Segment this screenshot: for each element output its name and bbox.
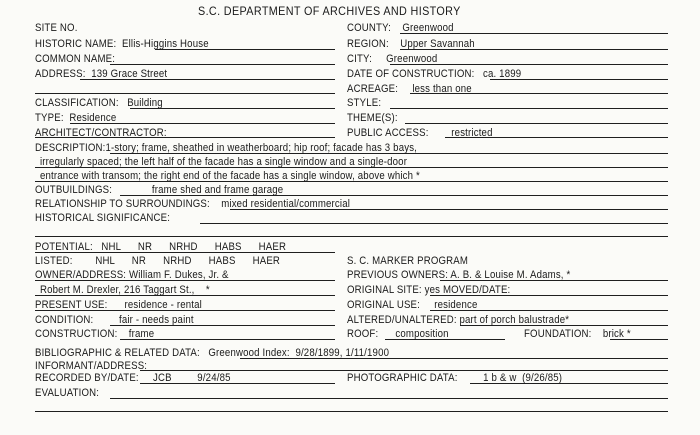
underline-foundation bbox=[610, 339, 668, 340]
common-name-field: COMMON NAME: bbox=[35, 53, 116, 65]
underline-historic-name bbox=[155, 49, 335, 50]
evaluation-field: EVALUATION: bbox=[35, 387, 100, 399]
underline-photographic bbox=[470, 383, 668, 384]
underline-original-site bbox=[430, 295, 668, 296]
construction-field: CONSTRUCTION: frame bbox=[35, 328, 155, 340]
type-field: TYPE: Residence bbox=[35, 112, 117, 124]
underline-description-3 bbox=[35, 181, 668, 182]
marker-program-label: S. C. MARKER PROGRAM bbox=[347, 255, 469, 267]
previous-owners-field: PREVIOUS OWNERS: A. B. & Louise M. Adams, * bbox=[347, 269, 571, 281]
underline-significance-1 bbox=[200, 223, 668, 224]
historical-significance-field: HISTORICAL SIGNIFICANCE: bbox=[35, 212, 171, 224]
description-line-1: DESCRIPTION:1-story; frame, sheathed in weatherboard; hip roof; facade has 3 bays, bbox=[35, 142, 418, 154]
present-use-field: PRESENT USE: residence - rental bbox=[35, 299, 202, 311]
photographic-data-field: PHOTOGRAPHIC DATA: 1 b & w (9/26/85) bbox=[347, 372, 563, 384]
underline-potential bbox=[35, 252, 335, 253]
owner-address-line-1: OWNER/ADDRESS: William F. Dukes, Jr. & bbox=[35, 269, 229, 281]
underline-type bbox=[70, 123, 335, 124]
description-line-3: entrance with transom; the right end of the facade has a single window, above which * bbox=[40, 170, 420, 182]
underline-relationship bbox=[230, 209, 668, 210]
underline-altered bbox=[460, 325, 668, 326]
date-of-construction-field: DATE OF CONSTRUCTION: ca. 1899 bbox=[347, 68, 522, 80]
roof-field: ROOF: composition bbox=[347, 328, 449, 340]
classification-field: CLASSIFICATION: Building bbox=[35, 97, 163, 109]
underline-original-use bbox=[430, 310, 668, 311]
site-no-field: SITE NO. bbox=[35, 22, 78, 34]
condition-field: CONDITION: fair - needs paint bbox=[35, 314, 194, 326]
underline-informant bbox=[140, 370, 668, 371]
original-site-field: ORIGINAL SITE: yes MOVED/DATE: bbox=[347, 284, 511, 296]
style-field: STYLE: bbox=[347, 97, 382, 109]
underline-date bbox=[490, 79, 668, 80]
underline-public-access bbox=[445, 137, 668, 138]
underline-significance-2 bbox=[35, 236, 668, 237]
underline-construction bbox=[120, 339, 335, 340]
underline-recorded-by bbox=[140, 383, 335, 384]
underline-themes bbox=[405, 123, 668, 124]
underline-blank-left bbox=[35, 93, 335, 94]
owner-address-line-2: Robert M. Drexler, 216 Taggart St., * bbox=[40, 284, 210, 296]
county-field: COUNTY: Greenwood bbox=[347, 22, 454, 34]
underline-classification bbox=[130, 108, 335, 109]
underline-outbuildings bbox=[120, 195, 668, 196]
bibliographic-field: BIBLIOGRAPHIC & RELATED DATA: Greenwood Index: 9/28/1899, 1/11/1900 bbox=[35, 347, 390, 359]
underline-style bbox=[390, 108, 668, 109]
architect-field: ARCHITECT/CONTRACTOR: bbox=[35, 127, 167, 139]
listed-field: LISTED: NHL NR NRHD HABS HAER bbox=[35, 255, 281, 267]
underline-acreage bbox=[410, 93, 668, 94]
underline-region bbox=[400, 49, 668, 50]
altered-field: ALTERED/UNALTERED: part of porch balustrade* bbox=[347, 314, 570, 326]
underline-present-use bbox=[35, 310, 335, 311]
underline-evaluation-1 bbox=[110, 398, 668, 399]
description-line-2: irregularly spaced; the left half of the facade has a single window and a single-door bbox=[40, 156, 408, 168]
underline-address bbox=[80, 79, 335, 80]
acreage-field: ACREAGE: less than one bbox=[347, 83, 472, 95]
relationship-field: RELATIONSHIP TO SURROUNDINGS: mixed residential/commercial bbox=[35, 198, 351, 210]
underline-architect bbox=[35, 137, 335, 138]
form-title: S.C. DEPARTMENT OF ARCHIVES AND HISTORY bbox=[198, 4, 461, 18]
underline-description-1 bbox=[110, 153, 668, 154]
foundation-field: FOUNDATION: brick * bbox=[524, 328, 631, 340]
underline-owner-2 bbox=[35, 295, 335, 296]
city-field: CITY: Greenwood bbox=[347, 53, 438, 65]
region-field: REGION: Upper Savannah bbox=[347, 38, 475, 50]
potential-field: POTENTIAL: NHL NR NRHD HABS HAER bbox=[35, 241, 287, 253]
underline-condition bbox=[110, 325, 335, 326]
outbuildings-field: OUTBUILDINGS: frame shed and frame garage bbox=[35, 184, 284, 196]
address-field: ADDRESS: 139 Grace Street bbox=[35, 68, 168, 80]
underline-evaluation-2 bbox=[35, 411, 668, 412]
underline-bibliographic bbox=[240, 358, 668, 359]
underline-common-name bbox=[110, 64, 335, 65]
underline-roof bbox=[385, 339, 505, 340]
original-use-field: ORIGINAL USE: residence bbox=[347, 299, 478, 311]
historic-name-field: HISTORIC NAME: Ellis-Higgins House bbox=[35, 38, 209, 50]
public-access-field: PUBLIC ACCESS: restricted bbox=[347, 127, 493, 139]
themes-field: THEME(S): bbox=[347, 112, 398, 124]
underline-county bbox=[400, 33, 668, 34]
underline-description-2 bbox=[35, 167, 668, 168]
informant-field: INFORMANT/ADDRESS: bbox=[35, 360, 148, 372]
underline-city bbox=[390, 64, 668, 65]
underline-owner-1 bbox=[35, 280, 335, 281]
underline-previous-owners bbox=[440, 280, 668, 281]
recorded-by-field: RECORDED BY/DATE: JCB 9/24/85 bbox=[35, 372, 231, 384]
